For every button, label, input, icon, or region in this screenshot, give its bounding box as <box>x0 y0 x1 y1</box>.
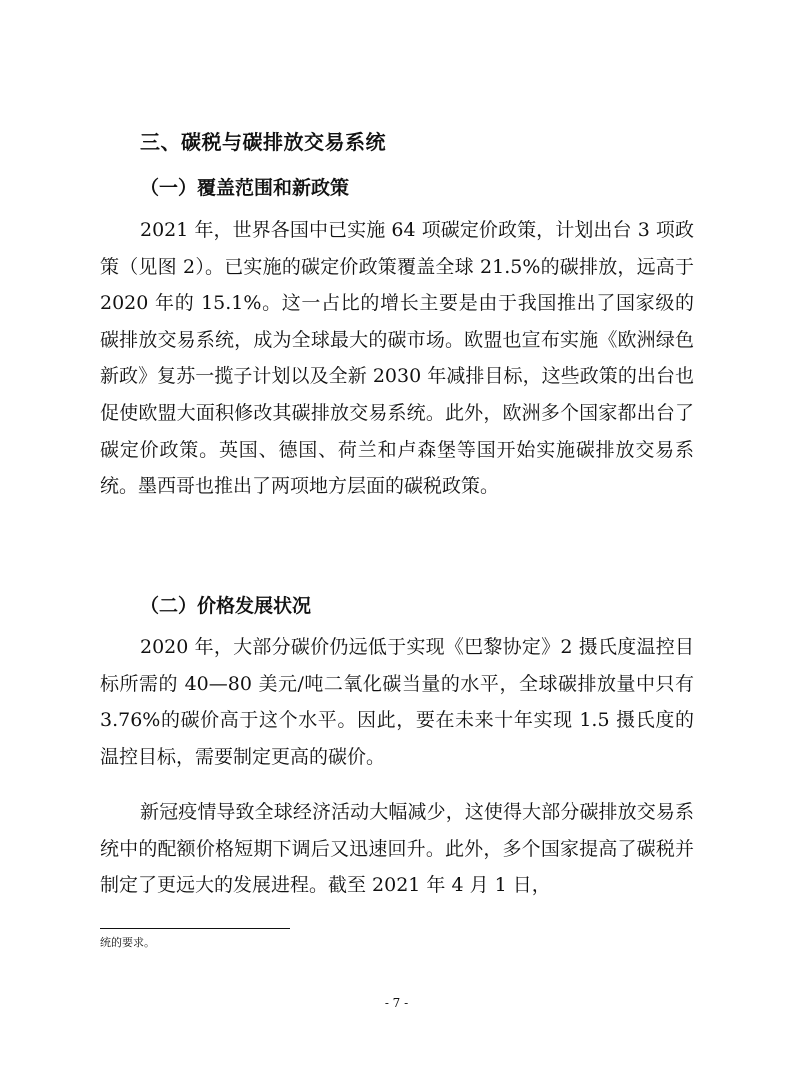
paragraph-coverage: 2021 年，世界各国中已实施 64 项碳定价政策，计划出台 3 项政策（见图 2）。已实施的碳定价政策覆盖全球 21.5%的碳排放，远高于 2020 年的 15.1%。这一占比的增长主要是由于我国推出了国家级的碳排放交易系统，成为全球最大的碳市场。欧盟也宣布实施《欧洲绿色新政》复苏一揽子计划以及全新 2030 年减排目标，这些政策的出台也促使欧盟大面积修改其碳排放交易系统。此外，欧洲多个国家都出台了碳定价政策。英国、德国、荷兰和卢森堡等国开始实施碳排放交易系统。墨西哥也推出了两项地方层面的碳税政策。 <box>100 219 694 498</box>
page-number: - 7 - <box>384 996 409 1010</box>
section-title: 三、碳税与碳排放交易系统 <box>140 130 386 154</box>
footnote: 统的要求。 <box>100 936 155 949</box>
subsection-title-price: （二）价格发展状况 <box>140 595 312 617</box>
paragraph-covid-impact: 新冠疫情导致全球经济活动大幅减少，这使得大部分碳排放交易系统中的配额价格短期下调后又迅速回升。此外，多个国家提高了碳税并制定了更远大的发展进程。截至 2021 年 4 月 1 日， <box>100 801 694 897</box>
subsection-title-coverage: （一）覆盖范围和新政策 <box>140 177 350 199</box>
footnote-divider <box>100 928 290 929</box>
paragraph-price-target: 2020 年，大部分碳价仍远低于实现《巴黎协定》2 摄氏度温控目标所需的 40—80 美元/吨二氧化碳当量的水平，全球碳排放量中只有 3.76%的碳价高于这个水平。因此，要在未来十年实现 1.5 摄氏度的温控目标，需要制定更高的碳价。 <box>100 636 694 768</box>
